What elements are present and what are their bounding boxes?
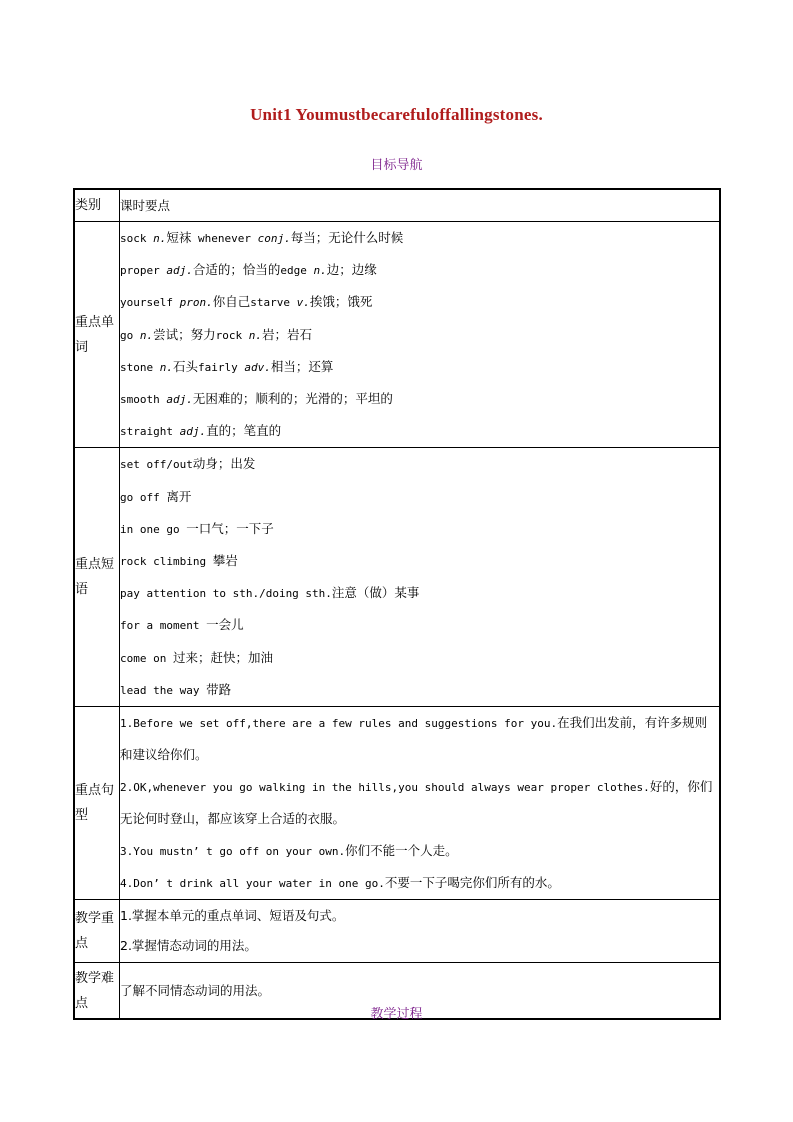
word-pos: conj. (257, 232, 291, 245)
sentence-cn: 在我们出发前，有许多规则和建议给你们。 (120, 715, 708, 763)
category-key-points: 教学重点 (74, 900, 120, 963)
word-en: smooth (120, 393, 167, 407)
word-line (120, 286, 719, 318)
word-pos: n. (139, 328, 154, 342)
header-category-cell: 类别 (74, 189, 120, 222)
phrase-cn: 过来；赶快；加油 (172, 649, 273, 665)
header-content-cell: 课时要点 (120, 189, 721, 222)
word-en: starve (250, 296, 297, 310)
word-en: sock (120, 232, 154, 245)
category-words: 重点单词 (74, 222, 120, 448)
table-header-row (74, 189, 720, 222)
table-row-phrases (74, 448, 720, 707)
word-pos: n. (159, 360, 173, 374)
phrase-cn: 离开 (166, 488, 192, 504)
sentence-line (120, 771, 719, 835)
word-cn: 边；边缘 (326, 262, 377, 278)
word-pos: adj. (179, 425, 207, 439)
word-line (120, 415, 719, 447)
section-heading-process: 教学过程 (370, 1007, 423, 1022)
sentence-cn: 好的，你们无论何时登山，都应该穿上合适的衣服。 (120, 779, 713, 827)
phrase-line (120, 545, 719, 577)
table-row-words (74, 222, 720, 448)
sentence-cn: 不要一下子喝完你们所有的水。 (384, 875, 560, 891)
phrase-line (120, 481, 719, 513)
phrase-line (120, 674, 719, 706)
phrase-cn: 注意（做）某事 (331, 585, 420, 601)
phrase-line (120, 448, 719, 480)
words-cell (120, 222, 721, 448)
word-line (120, 222, 719, 254)
word-pos: n. (248, 328, 263, 342)
phrase-en: in one go (120, 522, 187, 536)
word-en: proper (120, 264, 167, 278)
word-pos: n. (153, 232, 167, 245)
phrase-en: lead the way (120, 683, 207, 697)
table-row-key-points (74, 900, 720, 963)
word-cn: 合适的；恰当的 (192, 262, 281, 278)
word-cn: 挨饿；饿死 (309, 294, 373, 310)
category-sentences: 重点句型 (74, 707, 120, 900)
phrase-en: pay attention to sth./doing sth. (120, 587, 332, 601)
phrase-line (120, 609, 719, 641)
word-line (120, 319, 719, 351)
phrase-en: set off/out (120, 458, 193, 472)
word-line (120, 351, 719, 383)
word-en: yourself (120, 296, 180, 310)
phrase-line (120, 642, 719, 674)
word-pos: n. (313, 264, 327, 278)
sentence-en: 3.You mustn’ t go off on your own. (120, 845, 346, 859)
phrase-line (120, 577, 719, 609)
phrase-cn: 攀岩 (212, 553, 238, 569)
phrase-line (120, 513, 719, 545)
phrase-cn: 动身；出发 (192, 456, 256, 472)
word-line (120, 383, 719, 415)
word-en: rock (215, 328, 249, 342)
word-en: whenever (191, 232, 258, 245)
word-en: go (120, 328, 140, 342)
sentence-line (120, 835, 719, 867)
key-point-line: 1.掌握本单元的重点单词、短语及句式。 (120, 908, 345, 924)
word-cn: 短袜 (166, 230, 192, 245)
sentence-en: 1.Before we set off,there are a few rules and suggestions for you. (120, 717, 558, 731)
word-pos: adv. (244, 360, 271, 374)
sentence-line (120, 707, 719, 771)
phrase-cn: 一口气；一下子 (186, 520, 274, 536)
word-en: edge (280, 264, 314, 278)
word-en: fairly (198, 360, 245, 374)
word-cn: 相当；还算 (270, 358, 334, 374)
sentence-line (120, 867, 719, 899)
word-cn: 石头 (173, 358, 199, 374)
difficulty-cell: 了解不同情态动词的用法。 (120, 963, 721, 1020)
table-row-sentences (74, 707, 720, 900)
phrase-en: rock climbing (120, 555, 213, 569)
phrases-cell (120, 448, 721, 707)
sentence-en: 2.OK,whenever you go walking in the hills,you should always wear proper clothes. (120, 781, 650, 795)
word-en: straight (120, 425, 180, 439)
phrase-en: come on (120, 651, 173, 665)
word-cn: 每当；无论什么时候 (290, 230, 404, 245)
word-en: stone (120, 360, 160, 374)
word-pos: adj. (166, 393, 193, 407)
word-cn: 直的；笔直的 (206, 423, 282, 439)
category-difficulty: 教学难点 (74, 963, 120, 1020)
phrase-cn: 带路 (206, 681, 232, 697)
word-cn: 尝试；努力 (153, 326, 216, 342)
word-cn: 你自己 (212, 294, 251, 310)
word-pos: pron. (179, 296, 213, 310)
phrase-en: go off (120, 490, 167, 504)
lesson-plan-table (73, 188, 721, 1020)
word-cn: 无困难的；顺利的；光滑的；平坦的 (192, 391, 393, 407)
key-point-line: 2.掌握情态动词的用法。 (120, 938, 257, 954)
phrase-cn: 一会儿 (206, 617, 244, 633)
phrase-en: for a moment (120, 619, 207, 633)
word-pos: adj. (166, 264, 193, 278)
key-points-cell (120, 900, 721, 963)
sentence-cn: 你们不能一个人走。 (345, 843, 458, 859)
sentence-en: 4.Don’ t drink all your water in one go. (120, 877, 385, 891)
category-phrases: 重点短语 (74, 448, 120, 707)
sentences-cell (120, 707, 721, 900)
section-heading-goals: 目标导航 (370, 158, 423, 173)
word-cn: 岩；岩石 (262, 326, 313, 342)
word-line (120, 254, 719, 286)
word-pos: v. (296, 296, 310, 310)
page-title: Unit1 Youmustbecarefuloffallingstones. (250, 105, 543, 124)
